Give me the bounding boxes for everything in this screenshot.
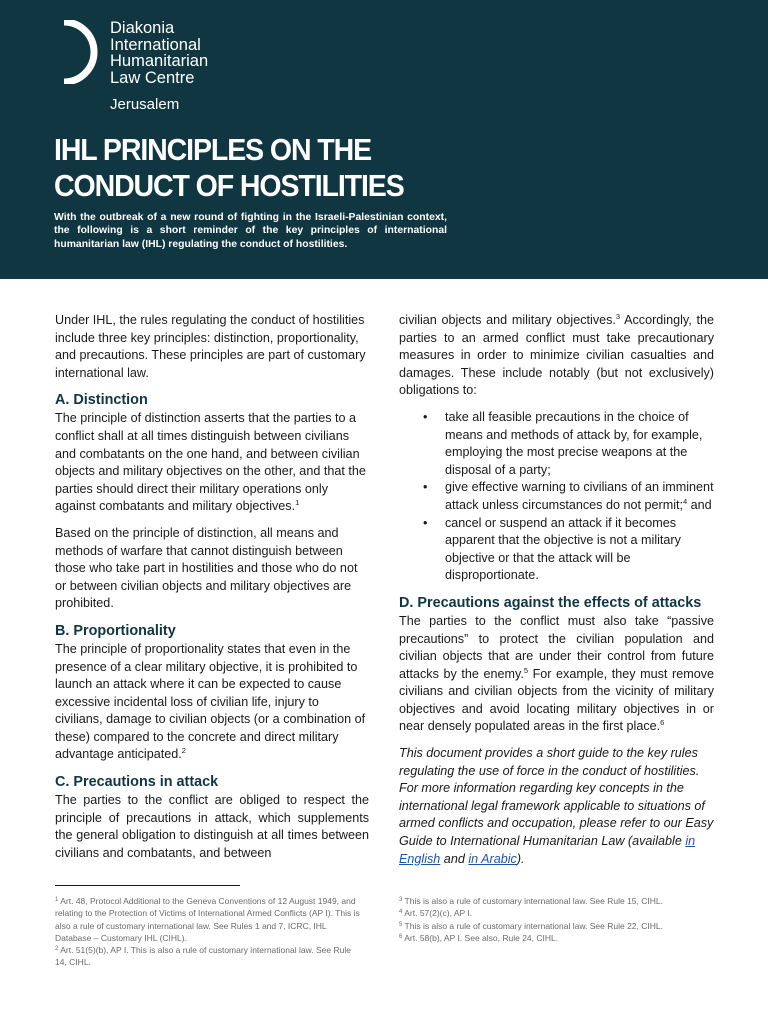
- org-line: Diakonia: [110, 19, 175, 37]
- title-line: CONDUCT OF HOSTILITIES: [54, 168, 404, 203]
- footnote-divider: [55, 885, 240, 886]
- section-heading-precautions-against-effects: D. Precautions against the effects of attacks: [399, 594, 702, 611]
- link-english[interactable]: in English: [399, 834, 696, 866]
- footnotes-left: [55, 895, 365, 969]
- footnote: $^1$ Art. 48, Protocol Additional to the Geneva Conventions of 12 August 1949, and relating to the Protection of Victims of International Armed Conflicts (AP I). This is also a rule of customary international law. See Rules 1 and 7, ICRC, IHL Database – Customary IHL (CIHL).: [55, 896, 360, 943]
- org-line: International: [110, 35, 201, 54]
- distinction-paragraph-2: Based on the principle of distinction, all means and methods of warfare that cannot distinguish between those who take part in hostilities and those who do not or between civilian objects and military objectives are prohibited.: [55, 525, 358, 611]
- footnote-ref[interactable]: 4: [682, 496, 688, 506]
- right-column: [399, 312, 714, 877]
- footnotes-right: [399, 895, 714, 944]
- org-name: [110, 20, 208, 86]
- org-city: Jerusalem: [110, 96, 180, 113]
- link-arabic[interactable]: in Arabic: [468, 851, 517, 866]
- distinction-paragraph: The principle of distinction asserts that the parties to a conflict shall at all times distinguish between civilians and combatants on the one hand, and between civilian objects and military objectives on the other, and that the parties should direct their military operations only against combatants and military objectives.$^1$: [55, 411, 366, 514]
- passive-precautions-paragraph: The parties to the conflict must also take “passive precautions” to protect the civilian population and civilian objects that are under their control from future attacks by the enemy.$^5$ For example, they must remove civilians and civilian objects from the vicinity of military objectives and avoid locating military objectives in or near densely populated areas in the first place.$^6$: [399, 613, 714, 734]
- section-heading-distinction: A. Distinction: [55, 392, 148, 409]
- footnote-ref[interactable]: 6: [660, 718, 665, 728]
- left-column: [55, 312, 369, 871]
- footnote: $^6$ Art. 58(b), AP I. See also, Rule 24, CIHL.: [399, 932, 559, 943]
- title-line: IHL PRINCIPLES ON THE: [54, 132, 371, 167]
- header-band: [0, 0, 768, 279]
- section-heading-proportionality: B. Proportionality: [55, 622, 176, 639]
- list-item: • take all feasible precautions in the choice of means and methods of attack by, for example, employing the most precise weapons at the disposal of a party;: [399, 409, 714, 479]
- footnote: $^4$ Art. 57(2)(c), AP I.: [399, 908, 473, 919]
- list-item: • cancel or suspend an attack if it becomes apparent that the objective is not a military objective or that the attack will be disproportionate.: [399, 515, 714, 585]
- list-item: • give effective warning to civilians of an imminent attack unless circumstances do not permit;$^4$ and: [399, 479, 714, 514]
- logo-arc-icon: [62, 20, 102, 84]
- intro-text: With the outbreak of a new round of fighting in the Israeli-Palestinian context, the following is a short reminder of the key principles of international humanitarian law (IHL) regulating the conduct of hostilities.: [54, 212, 447, 250]
- section-heading-precautions-in-attack: C. Precautions in attack: [55, 774, 219, 791]
- footnote-ref[interactable]: 1: [295, 498, 300, 508]
- org-line: Law Centre: [110, 68, 195, 87]
- page-title: [54, 132, 532, 204]
- footnote: $^3$ This is also a rule of customary international law. See Rule 15, CIHL.: [399, 896, 663, 906]
- precautions-paragraph: The parties to the conflict are obliged to respect the principle of precautions in attack, which supplements the general obligation to distinguish at all times between civilians and combatants, and between: [55, 793, 369, 860]
- org-line: Humanitarian: [110, 52, 209, 70]
- footnote-ref[interactable]: 5: [523, 665, 528, 675]
- footnote: $^5$ This is also a rule of customary international law. See Rule 22, CIHL.: [399, 920, 663, 931]
- obligations-list: [399, 409, 714, 585]
- intro-paragraph: Under IHL, the rules regulating the conduct of hostilities include three key principles: distinction, proportionality, and precautions. These principles are part of customary international law.: [55, 313, 366, 380]
- precautions-paragraph-cont: civilian objects and military objectives.$^3$ Accordingly, the parties to an armed conflict must take precautionary measures in order to minimize civilian casualties and damages. These include notably (but not exclusively) obligations to:: [399, 312, 714, 398]
- proportionality-paragraph: The principle of proportionality states that even in the presence of a clear military objective, it is prohibited to launch an attack where it can be expected to cause excessive incidental loss of civilian life, injury to civilians, damage to civilian objects (or a combination of these) compared to the concrete and direct military advantage anticipated.$^2$: [55, 641, 366, 762]
- footnote-ref[interactable]: 3: [615, 312, 621, 321]
- footnote: $^2$ Art. 51(5)(b), AP I. This is also a rule of customary international law. See Rule 14, CIHL.: [55, 945, 351, 968]
- footnote-ref[interactable]: 2: [181, 746, 186, 756]
- guide-note: This document provides a short guide to the key rules regulating the use of force in the conduct of hostilities. For more information regarding key concepts in the international legal framework applicable to situations of armed conflicts and occupation, please refer to our Easy Guide to International Humanitarian Law (available in English and in Arabic).: [399, 746, 714, 866]
